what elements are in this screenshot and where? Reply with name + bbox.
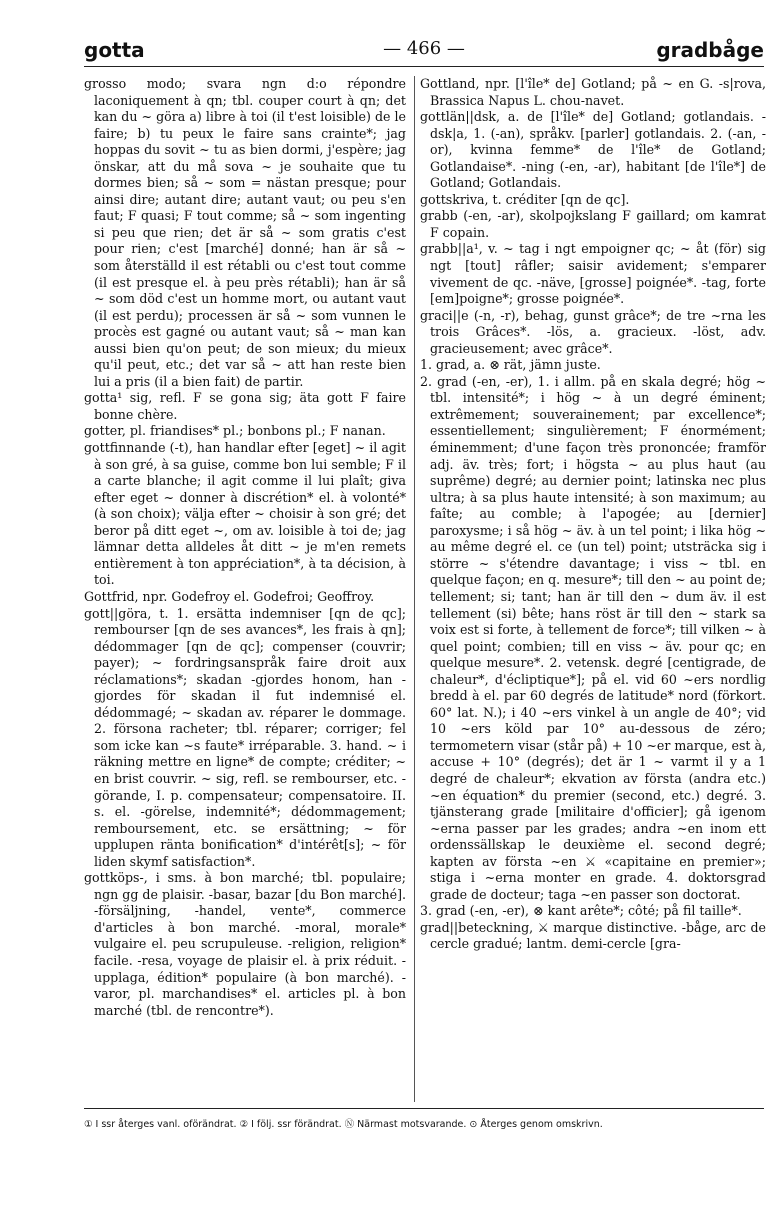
page-number: — 466 — (383, 38, 465, 59)
left-column (84, 76, 406, 1100)
dictionary-entry: 1. grad, a. ⊗ rät, jämn juste. (420, 357, 601, 373)
symbol-legend-footnote: ① I ssr återges vanl. oförändrat. ② I följ. ssr förändrat. Ⓝ Närmast motsvarande. ⊙ Återges genom omskrivn. (84, 1119, 603, 1130)
dictionary-entry: gott||göra, t. 1. ersätta indemniser [qn de qc]; rembourser [qn de ses avances*, les frais à qn]; dédommager [qn de qc]; compenser (couvrir; payer); ~ fordringsanspråk faire droit aux réclamations*; skadan -gjordes honom, han -gjordes för skadan il fut indemnisé el. dédommagé; ~ skadan av. réparer le dommage. 2. försona racheter; tbl. réparer; corriger; fel som icke kan ~s faute* irréparable. 3. hand. ~ i räkning mettre en ligne* de compte; créditer; ~ en brist couvrir. ~ sig, refl. se rembourser, etc. -görande, I. p. compensateur; compensatoire. II. s. el. -görelse, indemnité*; dédommagement; remboursement, etc. se ersättning; ~ för upplupen ränta bonification* d'intérêt[s]; ~ för liden skymf satisfaction*. (84, 605, 406, 869)
dictionary-entry: gotta¹ sig, refl. F se gona sig; äta gott F faire bonne chère. (84, 390, 406, 422)
dictionary-entry: gottköps-, i sms. à bon marché; tbl. populaire; ngn gg de plaisir. -basar, bazar [du Bon marché]. -försäljning, -handel, vente*, commerce d'articles à bon marché. -moral, morale* vulgaire el. peu scrupuleuse. -religion, religion* facile. -resa, voyage de plaisir el. à prix réduit. -upplaga, édition* populaire (à bon marché). -varor, pl. marchandises* el. articles pl. à bon marché (tbl. de rencontre*). (84, 870, 406, 1018)
dictionary-entry: grabb (-en, -ar), skolpojkslang F gaillard; om kamrat F copain. (420, 208, 766, 240)
dictionary-entry: grosso modo; svara ngn d:o répondre laconiquement à qn; tbl. couper court à qn; det kan du ~ göra a) libre à toi (il t'est loisible) de le faire; b) tu peux le faire sans crainte*; jag hoppas du sovit ~ tu as bien dormi, j'espère; jag önskar, att du må sova ~ je souhaite que tu dormes bien; så ~ som = nästan presque; pour ainsi dire; autant dire; autant vaut; ou peu s'en faut; F quasi; F tout comme; så ~ som ingenting si peu que rien; det är så ~ som gratis c'est pour rien; c'est [marché] donné; han är så ~ som återställd il est rétabli ou c'est tout comme (il est presque el. à peu près rétabli); han är så ~ som död c'est un homme mort, ou autant vaut (il est perdu); processen är så ~ som vunnen le procès est gagné ou autant vaut; så ~ man kan aussi bien qu'on peut; de son mieux; du mieux qu'il peut, etc.; det var så ~ att han reste bien lui a pris (il a bien fait) de partir. (84, 76, 406, 389)
dictionary-entry: gottfinnande (-t), han handlar efter [eget] ~ il agit à son gré, à sa guise, comme bon lui semble; F il a carte blanche; il agit comme il lui plaît; giva efter eget ~ donner à discrétion* el. à volonté* (à son choix); välja efter ~ choisir à son gré; det beror på ditt eget ~, om av. loisible à toi de; jag lämnar detta alldeles åt ditt ~ je m'en remets entièrement à ton appréciation*, à ta décision, à toi. (84, 440, 406, 588)
dictionary-entry: gottlän||dsk, a. de [l'île* de] Gotland; gotlandais. -dsk|a, 1. (-an), språkv. [parler] gotlandais. 2. (-an, -or), kvinna femme* de l'île* de Gotland; Gotlandaise*. -ning (-en, -ar), habitant [de l'île*] de Gotland; Gotlandais. (420, 109, 766, 191)
page-header (84, 38, 764, 68)
dictionary-entry: grad||beteckning, ⚔ marque distinctive. -båge, arc de cercle gradué; lantm. demi-cercle [gra- (420, 919, 766, 952)
dictionary-entry: gottskriva, t. créditer [qn de qc]. (420, 191, 630, 207)
dictionary-entry: 2. grad (-en, -er), 1. i allm. på en skala degré; hög ~ tbl. intensité*; i hög ~ à un degré éminent; extrêmement; souverainement; par excellence*; essentiellement; singulièrement; F énormément; éminemment; d'une façon très prononcée; framför adj. äv. très; fort; i högsta ~ au plus haut (au suprême) degré; au dernier point; latinska nec plus ultra; à sa plus haute intensité; à son maximum; au faîte; au comble; à l'apogée; au [dernier] paroxysme; i så hög ~ äv. à un tel point; i lika hög ~ au même degré el. ce (un tel) point; utsträcka sig i större ~ s'étendre davantage; i viss ~ tbl. en quelque façon; en q. mesure*; till den ~ au point de; tellement; si; tant; han är till den ~ dum äv. il est tellement (si) bête; hans röst är till den ~ stark sa voix est si forte, à tellement de force*; till vilken ~ à quel point; combien; till en viss ~ äv. pour qc; en quelque mesure*. 2. vetensk. degré [centigrade, de chaleur*, d'écliptique*]; på el. vid 60 ~ers nordlig bredd à el. par 60 degrés de latitude* nord (förkort. 60° lat. N.); i 40 ~ers vinkel à un angle de 40°; vid 10 ~ers köld par 10° au-dessous de zéro; termometern visar (står på) + 10 ~er marque, est à, accuse + 10° (degrés); det är 1 ~ varmt il y a 1 degré de chaleur*; ekvation av första (andra etc.) ~en équation* du premier (second, etc.) degré. 3. tjänsterang grade [militaire d'officier]; gå igenom ~erna passer par les grades; andra ~en inom ett ordenssällskap le deuxième el. second degré; kapten av första ~en ⚔ «capitaine en premier»; stiga i ~erna monter en grade. 4. doktorsgrad grade de docteur; taga ~en passer son doctorat. (420, 373, 766, 902)
right-column (420, 76, 766, 1100)
right-running-headword: gradbåge (656, 38, 764, 62)
dictionary-entry: gotter, pl. friandises* pl.; bonbons pl.; F nanan. (84, 423, 386, 439)
column-separator (414, 76, 415, 1102)
dictionary-entry: 3. grad (-en, -er), ⊗ kant arête*; côté; på fil taille*. (420, 903, 742, 919)
header-rule (84, 66, 764, 67)
footer-rule (84, 1108, 764, 1109)
left-running-headword: gotta (84, 38, 145, 62)
dictionary-entry: Gottfrid, npr. Godefroy el. Godefroi; Geoffroy. (84, 588, 375, 604)
dictionary-entry: Gottland, npr. [l'île* de] Gotland; på ~ en G. -s|rova, Brassica Napus L. chou-navet. (420, 76, 766, 108)
dictionary-entry: graci||e (-n, -r), behag, gunst grâce*; de tre ~rna les trois Grâces*. -lös, a. gracieux. -löst, adv. gracieusement; avec grâce*. (420, 307, 766, 356)
dictionary-entry: grabb||a¹, v. ~ tag i ngt empoigner qc; ~ åt (för) sig ngt [tout] râfler; saisir avidement; s'emparer vivement de qc. -näve, [grosse] poignée*. -tag, forte [em]poigne*; grosse poignée*. (420, 241, 766, 307)
